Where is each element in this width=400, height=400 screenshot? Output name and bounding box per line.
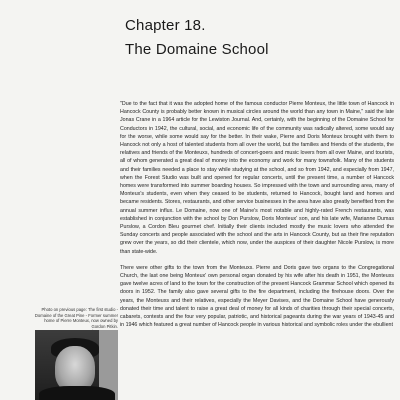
body-text xyxy=(120,100,394,329)
paragraph-2: There were other gifts to the town from the Monteuxs. Pierre and Doris gave two organs to the Congregational Church, the last one being Monteux' own personal organ donated by his wife after his death in 1951, the Monteuxs gave twelve acres of land to the town for the construction of the present Hancock Grammar School which opened its doors in 1952. The family also gave several gifts to the fire department, including the firehouse doors. Over the years, the Monteuxs and their relatives, especially the Meyer Davises, and the Domaine School have generously donated their time and talent to raise a great deal of money for all kinds of charities through their special concerts, cabarets, contests and the four very popular, patriotic, and historical pageants during the war years of 1943-45 and in 1946 which featured a great number of Hancock people in various historical and symbolic roles under the ebullient xyxy=(120,264,394,329)
chapter-number: Chapter 18. xyxy=(125,17,206,34)
photo-shoulders xyxy=(39,386,115,400)
caption-text: Photo on previous page: The first studio - Domaine of the Great Pine - Former summer home of Pierre Monteux, now owned by Gordon Pitkin. xyxy=(34,307,118,329)
chapter-title: The Domaine School xyxy=(125,41,269,58)
portrait-photo xyxy=(35,330,118,400)
paragraph-1: "Due to the fact that it was the adopted home of the famous conductor Pierre Monteux, the little town of Hancock in Hancock County is probably better known in musical circles around the world than any town in Maine," said the late Jonas Crane in a 1964 article for the Lewiston Journal. And, certainly, with the beginning of the Domaine School for Conductors in 1942, the cultural, social, and economic life of the community was radically altered, some would say for the worse, while some would say for the better. In their wake, Pierre and Doris Monteux brought with them to Hancock not only a host of talented students from all over the world, but the families and friends of the students, the relatives and friends of the Monteuxs, hundreds of concert-goers and music lovers from all over Maine, and tourists, all of whom generated a great deal of money into the economy and work for many townsfolk. Many of the students and their families needed a place to stay while studying at the school, and so from 1942, and especially from 1947, when the Forest Studio was built and opened for regular concerts, until the present time, a number of Hancock homes were transformed into summer boarding houses. So impressed with the town and surrounding area, many of Monteux's students, even when they ceased to be students, returned to Hancock, bought land and homes and became residents. Stores, restaurants, and other service businesses in the area have also greatly benefited from the annual summer influx. Le Domaine, now one of Maine's most notable and highly-rated French restaurants, was established in conjunction with the school by Don Purslow, Doris Monteux' son, and his late wife, Marianne Dumas Purslow, a Cordon Bleu gourmet chef. Initially their clients included mostly the music lovers who attended the Sunday concerts and people associated with the school and the arts in Hancock County, but as their fine reputation grew over the years, so did their clientele, which now, under the auspices of their daughter Nicole Purslow, is more than state-wide. xyxy=(120,101,394,255)
